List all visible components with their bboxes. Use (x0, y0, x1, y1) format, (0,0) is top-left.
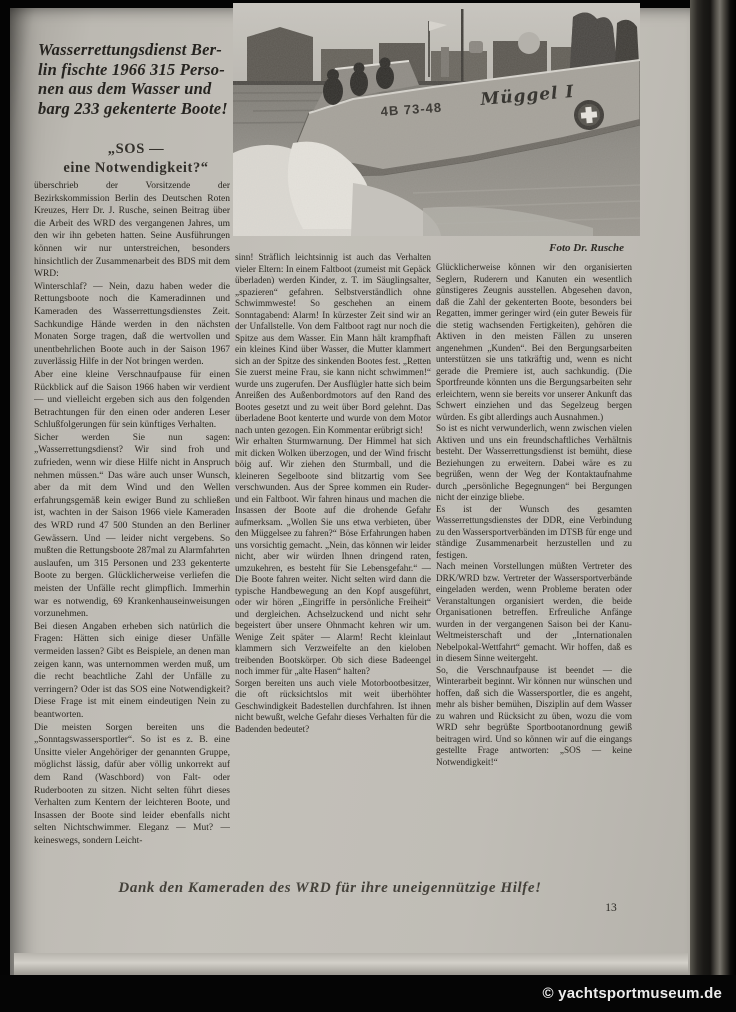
paragraph: So ist es nicht verwunderlich, wenn zwischen vielen Aktiven und uns ein freundschaftliches Verhältnis besteht. Der Wasserrettungsdienst ist bemüht, diese Beziehungen zu erweitern. Dabei wäre es zu begrüßen, wenn der Weg der Kontaktaufnahme durch „persönliche Begegnungen“ bei Bergungen nicht der einzige bliebe. (436, 423, 632, 502)
paragraph: Wasserrettungsdienst Ber- (38, 40, 222, 59)
paragraph: barg 233 gekenterte Boote! (38, 98, 228, 118)
paragraph: Bei diesen Angaben erheben sich natürlich die Fragen: Hätten sich einige dieser Unfälle vermeiden lassen? Gibt es Beispiele, an denen man zeigen kann, was unternommen werden muß, um die recht beachtliche Zahl der Unfälle zu verringern? Oder ist das SOS eine Notwendigkeit? Diese Frage ist mit einem eindeutigen Nein zu beantworten. (34, 621, 230, 720)
article-title-line1: „SOS — (107, 141, 165, 157)
footer-dedication: Dank den Kameraden des WRD für ihre uneigennützige Hilfe! (118, 880, 542, 896)
paragraph: Sicher werden Sie nun sagen: „Wasserrettungsdienst? Wir sind froh und zufrieden, wenn wir diese Hilfe nicht in Anspruch nehmen müssen.“ Das wäre auch unser Wunsch, aber da mit dem Wind und den Wellen erfahrungsgemäß kein ewiger Bund zu schließen ist, wachten in der Saison 1966 viele Kameraden des WRD rund 47 500 Stunden an den Berliner Gewässern. Und — leider nicht vergebens. So mußten die Rettungsboote 287mal zu Alarmfahrten auslaufen, um 315 Personen und 233 gekenterte Boote zu bergen. Glücklicherweise verliefen die meisten der Unfälle recht glimpflich. Immerhin war es notwendig, 69 Krankenhauseinweisungen vorzunehmen. (34, 432, 230, 620)
paragraph: Aber eine kleine Verschnaufpause für einen Rückblick auf die Saison 1966 haben wir verdient — und vielleicht ergeben sich aus den folgenden Betrachtungen für den einen oder anderen Leser Schlußfolgerungen für sein künftiges Verhalten. (34, 369, 230, 431)
paragraph: Glücklicherweise können wir den organisierten Seglern, Ruderern und Kanuten ein wesentlich günstigeres Zeugnis ausstellen. Abgesehen davon, daß die Zahl der gekenterten Boote, besonders bei Regatten, immer geringer wird (ein guter Beweis für die stetig wachsenden Fertigkeiten), gehören die Aktiven in den meisten Fällen zu unseren angenehmen „Kunden“. Bei den Bergungsarbeiten unterstützen sie uns tatkräftig und, wenn es nicht gerade die Premiere ist, auch sachkundig. (Die Sportfreunde könnten uns die Bergungsarbeiten sehr erleichtern, wenn sie bereits vor unserer Ankunft das Schwert einziehen und das Segelzeug bergen würden. Es gibt allerdings auch Ausnahmen.) (436, 262, 632, 422)
paragraph: überschrieb der Vorsitzende der Bezirkskommission Berlin des Deutschen Roten Kreuzes, Herr Dr. J. Rusche, seinen Beitrag über die Arbeit des WRD des vergangenen Jahres, um den wir ihn gebeten hatten. Seine Ausführungen können wir nur unterstreichen, besonders hinsichtlich der Zusammenarbeit des BDS mit dem WRD: (34, 181, 230, 280)
paragraph: Wir erhalten Sturmwarnung. Der Himmel hat sich mit dicken Wolken überzogen, und der Wind frischt böig auf. Wir ziehen den Sturmball, und die kleineren Segelboote sind blitzartig vom See verschwunden. Aus der Spree kommen ein Ruder- und ein Faltboot. Wir fahren hinaus und machen die Insassen der Boote auf die drohende Gefahr aufmerksam. „Wollen Sie uns etwa verbieten, über den Müggelsee zu fahren?“ Böse Erfahrungen haben uns vorsichtig gemacht. „Nein, das können wir leider nicht, aber wir würden Ihnen dringend raten, umzukehren, es besteht für Sie Lebensgefahr.“ — Die Boote fahren weiter. Nicht selten wird dann die typische Handbewegung an den Kopf ausgeführt, oder wir hören „Eingriffe in persönliche Freiheit“ und dergleichen. Achselzuckend und nicht sehr begeistert über unsere Ohnmacht kehren wir um. Wenige Zeit später — Alarm! Recht kleinlaut klammern sich Verzweifelte an den kieloben treibenden Bootskörper. Ob sich diese Badeengel noch immer für „alte Hasen“ halten? (235, 436, 431, 676)
lead-headline (38, 40, 238, 118)
paragraph: Es ist der Wunsch des gesamten Wasserrettungsdienstes der DDR, eine Verbindung zu den Wassersportverbänden im DTSB für enge und ständige Zusammenarbeit herzustellen und zu festigen. (436, 503, 632, 560)
article-title-line2: eine Notwendigkeit?“ (63, 160, 209, 176)
scan-bottom-strip (0, 975, 736, 1012)
paragraph: Winterschlaf? — Nein, dazu haben weder die Rettungsboote noch die Kameradinnen und Kameraden des Wasserrettungsdienstes Zeit. Sachkundige Hände werden in den nächsten Monaten Sorge tragen, daß die wertvollen und unentbehrlichen Boote auch in der Saison 1967 zuverlässig Hilfe in der Not bringen werden. (34, 281, 230, 368)
photo-credit: Foto Dr. Rusche (549, 242, 624, 254)
paragraph: Nach meinen Vorstellungen müßten Vertreter des DRK/WRD bzw. Vertreter der Wassersportverbände eingeladen werden, wenn Probleme beraten oder Veranstaltungen organisiert werden, die beide Organisationen betreffen. Erfreuliche Anfänge wurden in der vergangenen Saison bei der Kanu-Weltmeisterschaft und der „Internationalen Nebelpokal-Wettfahrt“ gemacht. Wir hoffen, daß es in diesem Sinne weitergeht. (436, 561, 632, 663)
watermark-text: © yachtsportmuseum.de (542, 985, 722, 1002)
article-column-1 (34, 180, 230, 872)
paragraph: So, die Verschnaufpause ist beendet — die Winterarbeit beginnt. Wir können nur wünschen und hoffen, daß sich die Wassersportler, die es angeht, mehr als bisher bemühen, Disziplin auf dem Wasser zu wahren und Rücksicht zu üben, wozu die vom WRD sehr begrüßte Sportbootanordnung gewiß beitragen wird. Und so können wir auf die eingangs gestellte Frage antworten: „SOS — keine Notwendigkeit!“ (436, 664, 632, 767)
book-spine-shadow (690, 0, 736, 975)
paragraph: lin fischte 1966 315 Perso- (38, 59, 225, 79)
photo-grain-overlay (233, 3, 640, 236)
rescue-boat-photo (233, 3, 640, 236)
article-column-2 (235, 252, 431, 884)
page-number: 13 (605, 902, 617, 914)
article-title (38, 140, 234, 178)
paragraph: sinn! Sträflich leichtsinnig ist auch das Verhalten vieler Eltern: In einem Faltboot (zumeist mit Gepäck überladen) werden Kinder, z. T. im Säuglingsalter, „spazieren“ gefahren. Selbstverständlich ohne Schwimmweste! So geschehen an einem Sonntagabend: Alarm! In kürzester Zeit sind wir an der Unfallstelle. Von dem Faltboot ragt nur noch die Spitze aus dem Wasser. Ein Mann hält krampfhaft ein kleines Kind über Wasser, die Mutter klammert sich an der Spitze des sinkenden Bootes fest. „Retten Sie zuerst meine Frau, sie kann nicht schwimmen!“ wurde uns zugerufen. Der Ausflügler hatte sich beim Anreißen des Außenbordmotors auf den Rand des Bootes gesetzt und zu weit über Bord gelehnt. Das überladene Boot kenterte und wurde von dem Motor nach unten gezogen. Ein Kommentar erübrigt sich! (235, 252, 431, 435)
article-column-3 (436, 262, 632, 878)
paragraph: Sorgen bereiten uns auch viele Motorbootbesitzer, die oft rücksichtslos mit weit überhöhter Geschwindigkeit Badestellen durchfahren. Ist ihnen nicht bewußt, welche Gefahr dieses Verhalten für die Badenden bedeutet? (235, 677, 431, 734)
paragraph: Die meisten Sorgen bereiten uns die „Sonntagswassersportler“. So ist es z. B. eine Unsitte vieler Angehöriger der genannten Gruppe, möglichst lässig, dafür aber völlig unkorrekt auf dem Rand (Waschbord) von Falt- oder Ruderbooten zu sitzen. Nicht selten führt dieses Verhalten zum Kentern der leichteren Boote, und Insassen der Boote sind leider ebenfalls nicht selten Nichtschwimmer. Eleganz — Mut? — keineswegs, sondern Leicht- (34, 722, 230, 846)
paragraph: nen aus dem Wasser und (38, 79, 212, 98)
